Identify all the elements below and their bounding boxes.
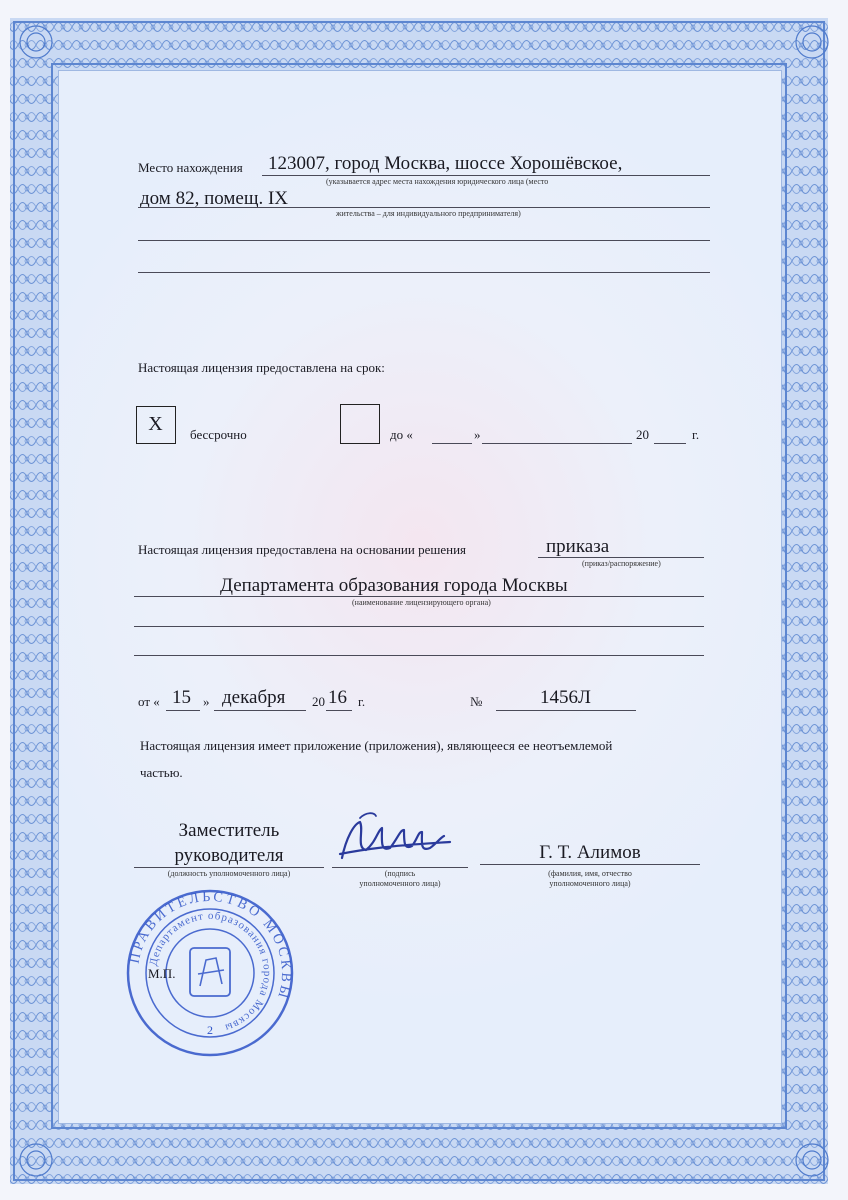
location-label: Место нахождения	[138, 160, 243, 175]
location-value-line2: дом 82, помещ. IX	[140, 188, 289, 209]
license-number: 1456Л	[540, 687, 591, 708]
name-underline	[480, 864, 700, 865]
position-underline	[134, 867, 324, 868]
location-value-line1: 123007, город Москва, шоссе Хорошёвское,	[268, 153, 623, 174]
date-year-line	[326, 710, 352, 711]
decision-type: приказа	[546, 536, 610, 557]
basis-label: Настоящая лицензия предоставлена на основании решения	[138, 542, 467, 557]
seal-number: 2	[207, 1023, 213, 1037]
date-month-line	[214, 710, 306, 711]
date-prefix: от «	[138, 694, 160, 709]
date-month: декабря	[222, 687, 286, 708]
appendix-line2: частью.	[140, 765, 183, 780]
location-underline-2	[138, 207, 710, 208]
location-underline-1	[262, 175, 710, 176]
until-day-line	[432, 443, 472, 444]
perpetual-checkbox	[136, 406, 176, 444]
blank-line	[138, 272, 710, 273]
authority-underline	[134, 596, 704, 597]
number-sign: №	[470, 694, 483, 709]
until-year-suffix: г.	[692, 427, 700, 442]
signature-underline	[332, 867, 468, 868]
signatory-name: Г. Т. Алимов	[539, 842, 641, 863]
until-quote-close: »	[474, 427, 481, 442]
date-year-prefix: 20	[312, 694, 325, 709]
authority-caption: (наименование лицензирующего органа)	[352, 598, 491, 607]
number-underline	[496, 710, 636, 711]
name-caption-1: (фамилия, имя, отчество	[548, 869, 632, 878]
until-month-line	[482, 443, 632, 444]
location-caption-2: жительства – для индивидуального предпринимателя)	[336, 209, 521, 218]
decision-underline	[538, 557, 704, 558]
perpetual-label: бессрочно	[190, 427, 247, 442]
authority-name: Департамента образования города Москвы	[220, 575, 568, 596]
date-day: 15	[172, 687, 191, 708]
official-seal	[118, 888, 302, 1058]
signature-caption-1: (подпись	[384, 869, 416, 878]
blank-line	[134, 626, 704, 627]
seal-outer-text: ПРАВИТЕЛЬСТВО МОСКВЫ	[127, 889, 294, 1003]
appendix-line1: Настоящая лицензия имеет приложение (приложения), являющееся ее неотъемлемой	[140, 738, 613, 753]
until-checkbox	[340, 404, 380, 444]
date-year-suffix: 16	[328, 687, 347, 708]
date-g: г.	[358, 694, 366, 709]
name-caption-2: уполномоченного лица)	[549, 879, 631, 888]
checkbox-mark: X	[148, 413, 163, 435]
mp-label: М.П.	[148, 966, 176, 981]
position-line1: Заместитель	[178, 820, 280, 841]
decision-caption: (приказ/распоряжение)	[582, 559, 661, 568]
seal-inner-text: Департамент образования города Москвы	[147, 909, 274, 1034]
date-quote-close: »	[203, 694, 210, 709]
handwritten-signature	[320, 808, 470, 868]
until-year-line	[654, 443, 686, 444]
term-label: Настоящая лицензия предоставлена на срок:	[138, 360, 385, 375]
location-caption-1: (указывается адрес места нахождения юридического лица (место	[326, 177, 549, 186]
date-day-line	[166, 710, 200, 711]
blank-line	[134, 655, 704, 656]
signature-caption-2: уполномоченного лица)	[359, 879, 441, 888]
until-prefix: до «	[390, 427, 413, 442]
position-line2: руководителя	[174, 845, 284, 866]
blank-line	[138, 240, 710, 241]
position-caption: (должность уполномоченного лица)	[167, 869, 291, 878]
until-year-prefix: 20	[636, 427, 649, 442]
